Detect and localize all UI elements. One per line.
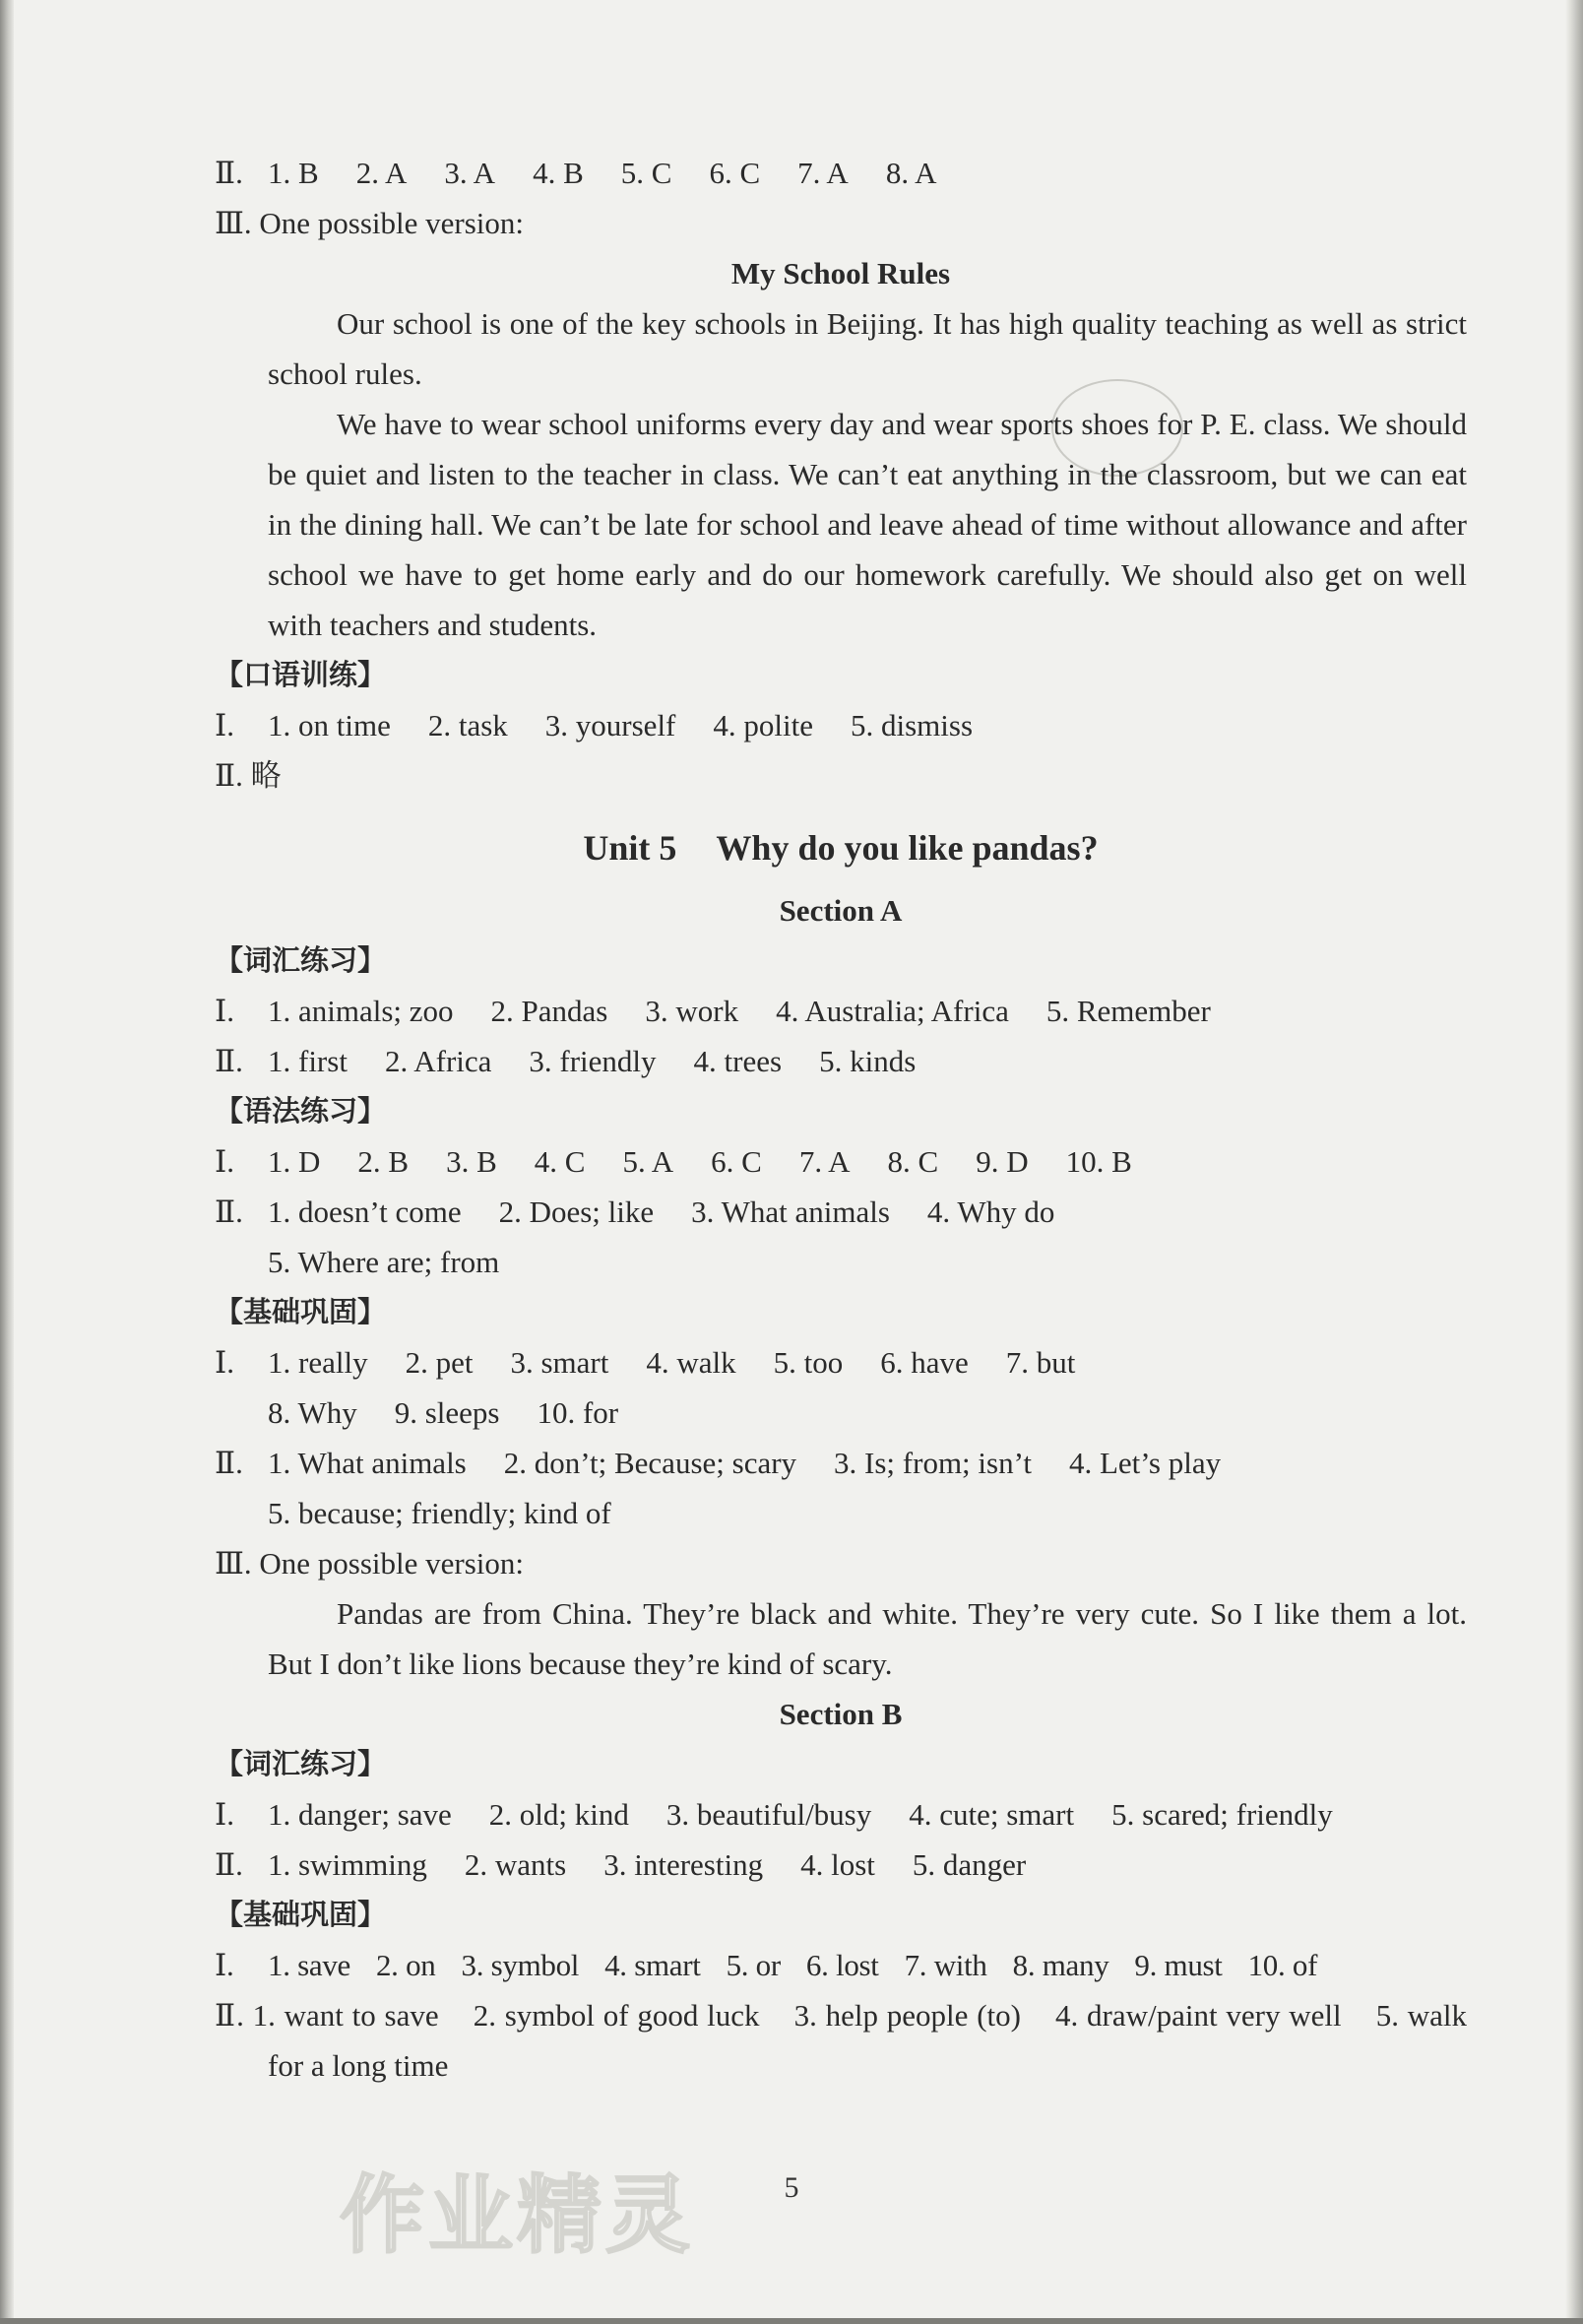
answer-item: 2. Does; like: [498, 1194, 655, 1229]
answer-line-b-vocab-i: [215, 1789, 1467, 1840]
answer-item: 1. swimming: [268, 1847, 427, 1882]
answer-item: 8. many: [1012, 1948, 1109, 1982]
answer-item: 7. with: [904, 1948, 987, 1982]
roman-label: Ⅰ.: [215, 1144, 234, 1179]
answer-line-a-basic-i-cont: [215, 1388, 1467, 1438]
answer-line-a-basic-i: [215, 1337, 1467, 1388]
answer-item: 3. symbol: [461, 1948, 580, 1982]
answer-item: 8. A: [885, 156, 937, 190]
answer-item: 7. but: [1005, 1345, 1076, 1380]
answer-item: 1. animals; zoo: [268, 994, 454, 1028]
answer-line-a-grammar-i: [215, 1136, 1467, 1187]
essay-paragraph-2: We have to wear school uniforms every day and wear sports shoes for P. E. class. We should be quiet and listen to the teacher in class. We can’t eat anything in the classroom, but we can eat in the dining hall. We can’t be late for school and leave ahead of time without allowance and after school we have to get home early and do our homework carefully. We should also get on well with teachers and students.: [268, 407, 1467, 642]
answer-item: 2. A: [355, 156, 408, 190]
section-heading-grammar-a: 【语法练习】: [215, 1094, 387, 1128]
answer-item: 1. danger; save: [268, 1797, 452, 1832]
answer-item: 3. B: [446, 1144, 497, 1179]
answer-item: 2. old; kind: [488, 1797, 629, 1832]
section-heading-basic-a: 【基础巩固】: [215, 1295, 387, 1328]
watermark-logo: 作业精灵: [340, 2166, 694, 2265]
answer-line-b-basic-ii: Ⅱ. 1. want to save 2. symbol of good luck 3. help people (to) 4. draw/paint very well 5. walk for a long time: [215, 1998, 1475, 2083]
answer-page: [215, 148, 1475, 2091]
answer-item: 10. B: [1065, 1144, 1132, 1179]
answer-item: 5. or: [726, 1948, 781, 1982]
roman-label: Ⅱ.: [215, 1446, 243, 1480]
answer-item: 10. of: [1247, 1948, 1318, 1982]
answer-item: 2. on: [375, 1948, 436, 1982]
answer-item: 1. on time: [268, 708, 391, 742]
answer-item: 2. wants: [464, 1847, 567, 1882]
answer-item: 7. A: [797, 156, 849, 190]
answer-item: 6. have: [880, 1345, 969, 1380]
answer-item: 3. beautiful/busy: [665, 1797, 872, 1832]
answer-item: 3. yourself: [544, 708, 676, 742]
answer-item: 2. pet: [405, 1345, 474, 1380]
answer-item: 4. Let’s play: [1068, 1446, 1222, 1480]
answer-line-a-grammar-ii-cont: 5. Where are; from: [268, 1245, 500, 1279]
answer-line-a-vocab-ii: [215, 1036, 1467, 1086]
roman-label: Ⅱ.: [215, 1847, 243, 1882]
answer-item: 7. A: [798, 1144, 851, 1179]
unit-title: [215, 810, 1467, 885]
answer-item: 1. doesn’t come: [268, 1194, 462, 1229]
answer-item: 2. Pandas: [490, 994, 608, 1028]
answer-item: 1. What animals: [268, 1446, 467, 1480]
roman-label: Ⅰ.: [215, 708, 234, 742]
answer-item: 3. What animals: [691, 1194, 890, 1229]
answer-line-a-basic-ii-cont: 5. because; friendly; kind of: [268, 1496, 611, 1530]
answer-item: 2. task: [427, 708, 508, 742]
roman-label: Ⅰ.: [215, 994, 234, 1028]
answer-item: 3. Is; from; isn’t: [834, 1446, 1032, 1480]
answer-item: 1. B: [268, 156, 319, 190]
answer-item: 2. Africa: [384, 1044, 492, 1078]
answer-item: 5. A: [622, 1144, 674, 1179]
essay-paragraph-1: Our school is one of the key schools in Beijing. It has high quality teaching as well as strict school rules.: [268, 306, 1467, 391]
section-heading-basic-b: 【基础巩固】: [215, 1898, 387, 1931]
answer-item: 1. really: [268, 1345, 368, 1380]
answer-line-top-iii: Ⅲ. One possible version:: [215, 206, 525, 240]
essay-title: My School Rules: [730, 256, 951, 290]
answer-item: 6. C: [709, 156, 761, 190]
answer-item: 6. C: [711, 1144, 762, 1179]
unit-name: Why do you like pandas?: [716, 828, 1099, 868]
answer-item: 5. too: [773, 1345, 844, 1380]
answer-item: 5. Remember: [1045, 994, 1211, 1028]
answer-item: 5. scared; friendly: [1111, 1797, 1333, 1832]
answer-line-a-vocab-i: [215, 986, 1467, 1036]
answer-item: 5. dismiss: [851, 708, 974, 742]
answer-item: 9. D: [976, 1144, 1029, 1179]
answer-item: 4. walk: [646, 1345, 736, 1380]
roman-label: Ⅱ.: [215, 1194, 243, 1229]
answer-item: 4. smart: [604, 1948, 701, 1982]
unit-number: Unit 5: [583, 828, 677, 868]
answer-item: 2. B: [357, 1144, 410, 1179]
answer-item: 1. save: [268, 1948, 350, 1982]
roman-label: Ⅰ.: [215, 1345, 234, 1380]
answer-item: 4. Australia; Africa: [776, 994, 1009, 1028]
answer-item: 4. trees: [693, 1044, 783, 1078]
answer-item: 4. lost: [800, 1847, 875, 1882]
section-a-title: Section A: [779, 893, 903, 928]
section-b-title: Section B: [779, 1697, 903, 1731]
page-edge-bottom: [0, 2318, 1583, 2324]
answer-item: 5. kinds: [819, 1044, 917, 1078]
answer-line-b-basic-i: [215, 1940, 1467, 1990]
roman-label: Ⅱ.: [215, 1044, 243, 1078]
answer-item: 3. A: [444, 156, 496, 190]
answer-line-a-basic-iii: Ⅲ. One possible version:: [215, 1546, 525, 1581]
answer-line-a-basic-ii: [215, 1438, 1467, 1488]
answer-line-oral-ii: Ⅱ. 略: [215, 758, 282, 793]
answer-line-oral-i: [215, 700, 1467, 750]
answer-item: 4. polite: [713, 708, 813, 742]
answer-line-a-grammar-ii: [215, 1187, 1467, 1237]
answer-item: 5. C: [620, 156, 672, 190]
answer-item: 3. interesting: [603, 1847, 764, 1882]
answer-item: 3. smart: [510, 1345, 609, 1380]
page-edge-left: [0, 0, 14, 2324]
answer-item: 4. C: [534, 1144, 586, 1179]
section-heading-vocab-a: 【词汇练习】: [215, 943, 387, 977]
answer-item: 8. C: [887, 1144, 939, 1179]
answer-item: 4. Why do: [926, 1194, 1055, 1229]
answer-item: 2. don’t; Because; scary: [503, 1446, 797, 1480]
roman-label: Ⅰ.: [215, 1948, 234, 1982]
answer-item: 4. B: [533, 156, 584, 190]
answer-item: 9. must: [1134, 1948, 1223, 1982]
section-heading-oral: 【口语训练】: [215, 658, 387, 691]
answer-item: 3. friendly: [529, 1044, 657, 1078]
answer-item: 1. D: [268, 1144, 321, 1179]
answer-line-top-ii: [215, 148, 1467, 198]
answer-item: 4. cute; smart: [909, 1797, 1075, 1832]
answer-item: 8. Why: [268, 1395, 357, 1430]
answer-item: 10. for: [537, 1395, 619, 1430]
answer-line-b-vocab-ii: [215, 1840, 1467, 1890]
sample-paragraph: Pandas are from China. They’re black and white. They’re very cute. So I like them a lot. But I don’t like lions because they’re kind of scary.: [268, 1596, 1467, 1681]
roman-label: Ⅰ.: [215, 1797, 234, 1832]
answer-item: 9. sleeps: [394, 1395, 500, 1430]
roman-label: Ⅱ.: [215, 156, 243, 190]
answer-item: 5. danger: [912, 1847, 1027, 1882]
answer-item: 3. work: [645, 994, 739, 1028]
answer-item: 6. lost: [805, 1948, 879, 1982]
page-edge-right: [1565, 0, 1583, 2324]
page-number: 5: [784, 2171, 799, 2204]
section-heading-vocab-b: 【词汇练习】: [215, 1747, 387, 1780]
answer-item: 1. first: [268, 1044, 348, 1078]
